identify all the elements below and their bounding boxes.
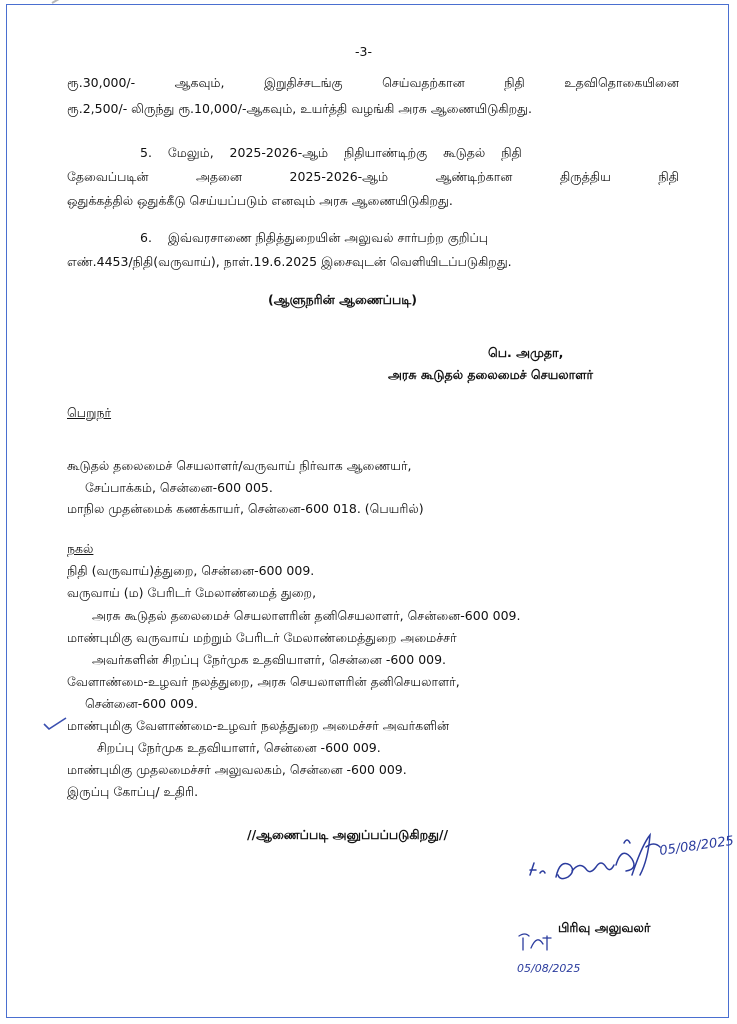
copy-line: சிறப்பு நேர்முக உதவியாளர், சென்னை -600 009.: [97, 740, 381, 755]
copy-line: அவர்களின் சிறப்பு நேர்முக உதவியாளர், சென்னை -600 009.: [92, 652, 447, 667]
signatory-title: அரசு கூடுதல் தலைமைச் செயலாளர்: [388, 367, 594, 382]
governor-order-line: (ஆளுநரின் ஆணைப்படி): [268, 292, 417, 307]
para5-line-1: 5. மேலும், 2025-2026-ஆம் நிதியாண்டிற்கு கூடுதல் நிதி: [140, 145, 522, 160]
copy-line: நிதி (வருவாய்)த்துறை, சென்னை-600 009.: [67, 563, 315, 578]
tick-mark: [42, 715, 68, 731]
copy-line: இருப்பு கோப்பு/ உதிரி.: [67, 784, 199, 799]
recipient-line: கூடுதல் தலைமைச் செயலாளர்/வருவாய் நிர்வாக ஆணையர்,: [67, 458, 412, 473]
para6-line-1: 6. இவ்வரசாணை நிதித்துறையின் அலுவல் சார்பற்ற குறிப்பு: [140, 230, 489, 245]
stamp-date: 05/08/2025: [517, 962, 581, 975]
recipient-line: சேப்பாக்கம், சென்னை-600 005.: [85, 480, 273, 495]
recipients-heading: பெறுநர்: [67, 405, 112, 420]
copy-line: மாண்புமிகு வேளாண்மை-உழவர் நலத்துறை அமைச்சர் அவர்களின்: [67, 718, 450, 733]
page-number: -3-: [355, 44, 372, 59]
forwarded-line: //ஆணைப்படி அனுப்பப்படுகிறது//: [247, 827, 449, 842]
copy-line: வேளாண்மை-உழவர் நலத்துறை, அரசு செயலாளரின் தனிசெயலாளர்,: [67, 674, 460, 689]
section-officer: பிரிவு அலுவலர்: [558, 920, 651, 935]
copy-line: வருவாய் (ம) பேரிடர் மேலாண்மைத் துறை,: [67, 585, 317, 600]
continuation-line-1: ரூ.30,000/- ஆகவும், இறுதிச்சடங்கு செய்வதற்கான நிதி உதவிதொகையினை: [67, 75, 679, 90]
para6-line-2: எண்.4453/நிதி(வருவாய்), நாள்.19.6.2025 இசைவுடன் வெளியிடப்படுகிறது.: [67, 254, 512, 269]
continuation-line-2: ரூ.2,500/- லிருந்து ரூ.10,000/-ஆகவும், உயர்த்தி வழங்கி அரசு ஆணையிடுகிறது.: [67, 101, 532, 116]
received-stamp: [515, 928, 595, 983]
para5-line-3: ஒதுக்கத்தில் ஒதுக்கீடு செய்யப்படும் எனவும் அரசு ஆணையிடுகிறது.: [67, 193, 453, 208]
signature-date: 05/08/2025: [658, 833, 735, 859]
recipient-line: மாநில முதன்மைக் கணக்காயர், சென்னை-600 018. (பெயரில்): [67, 501, 424, 516]
copy-line: மாண்புமிகு முதலமைச்சர் அலுவலகம், சென்னை -600 009.: [67, 762, 407, 777]
copy-line: சென்னை-600 009.: [85, 696, 198, 711]
handwritten-signature: [520, 815, 735, 900]
copy-line: மாண்புமிகு வருவாய் மற்றும் பேரிடர் மேலாண்மைத்துறை அமைச்சர்: [67, 630, 457, 645]
copy-heading: நகல்: [67, 541, 94, 556]
signatory-name: பெ. அமுதா,: [488, 345, 564, 360]
para5-line-2: தேவைப்படின் அதனை 2025-2026-ஆம் ஆண்டிற்கான திருத்திய நிதி: [67, 169, 679, 184]
copy-line: அரசு கூடுதல் தலைமைச் செயலாளரின் தனிசெயலாளர், சென்னை-600 009.: [92, 608, 521, 623]
